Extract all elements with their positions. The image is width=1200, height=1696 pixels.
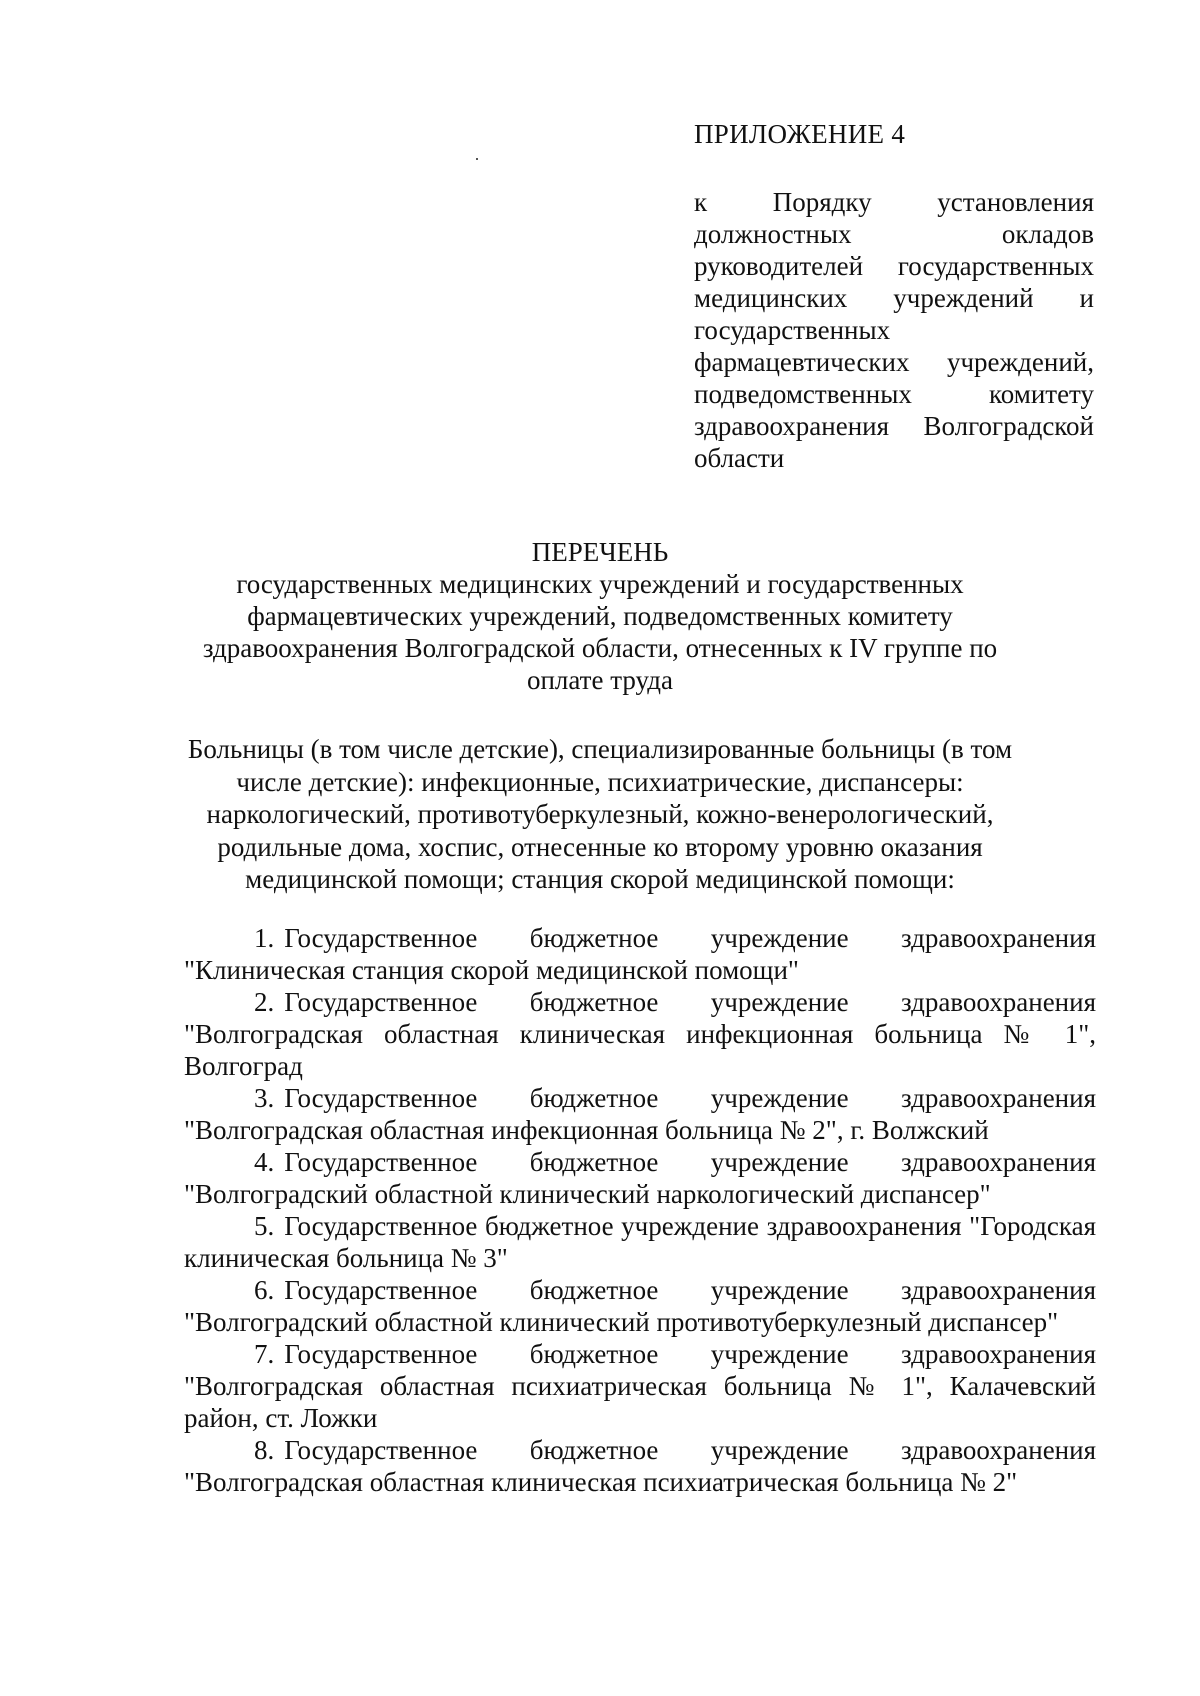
- list-item: [184, 1082, 1096, 1146]
- item-text: Государственное бюджетное учреждение здравоохранения "Волгоградский областной клинический противотуберкулезный диспансер": [184, 1275, 1096, 1337]
- item-number: 4.: [254, 1147, 275, 1177]
- item-text: Государственное бюджетное учреждение здравоохранения "Волгоградский областной клинический наркологический диспансер": [184, 1147, 1096, 1209]
- item-text: Государственное бюджетное учреждение здравоохранения "Волгоградская областная клиническая психиатрическая больница № 2": [184, 1435, 1096, 1497]
- item-number: 8.: [254, 1435, 275, 1465]
- appendix-subtitle: к Порядку установления должностных окладов руководителей государственных медицинских учреждений и государственных фармацевтических учреждений, подведомственных комитету здравоохранения Волгоградской области: [694, 187, 1094, 473]
- item-text: Государственное бюджетное учреждение здравоохранения "Клиническая станция скорой медицинской помощи": [184, 923, 1096, 985]
- item-number: 5.: [254, 1211, 275, 1241]
- list-title: ПЕРЕЧЕНЬ: [531, 537, 669, 567]
- appendix-title: ПРИЛОЖЕНИЕ 4: [694, 119, 906, 149]
- item-number: 2.: [254, 987, 275, 1017]
- list-item: [184, 1146, 1096, 1210]
- item-text: Государственное бюджетное учреждение здравоохранения "Городская клиническая больница № 3": [184, 1211, 1096, 1273]
- list-item: [184, 1274, 1096, 1338]
- list-item: [184, 1338, 1096, 1434]
- list-item: [184, 1210, 1096, 1274]
- item-text: Государственное бюджетное учреждение здравоохранения "Волгоградская областная инфекционная больница № 2", г. Волжский: [184, 1083, 1096, 1145]
- intro-paragraph: Больницы (в том числе детские), специализированные больницы (в том числе детские): инфекционные, психиатрические, диспансеры: наркологический, противотуберкулезный, кожно-венерологический, родильные дома, хоспис, отнесенные ко второму уровню оказания медицинской помощи; станция скорой медицинской помощи:: [187, 734, 1013, 894]
- list-item: [184, 1434, 1096, 1498]
- item-number: 7.: [254, 1339, 275, 1369]
- list-item: [184, 922, 1096, 986]
- item-number: 6.: [254, 1275, 275, 1305]
- item-number: 1.: [254, 923, 275, 953]
- scan-artifact: [476, 158, 478, 160]
- list-subtitle: государственных медицинских учреждений и государственных фармацевтических учреждений, подведомственных комитету здравоохранения Волгоградской области, отнесенных к IV группе по оплате труда: [202, 569, 998, 695]
- item-text: Государственное бюджетное учреждение здравоохранения "Волгоградская областная психиатрическая больница № 1", Калачевский район, ст. Ложки: [184, 1339, 1096, 1433]
- item-text: Государственное бюджетное учреждение здравоохранения "Волгоградская областная клиническая инфекционная больница № 1", Волгоград: [184, 987, 1096, 1081]
- institution-list: [184, 922, 1096, 1498]
- list-item: [184, 986, 1096, 1082]
- item-number: 3.: [254, 1083, 275, 1113]
